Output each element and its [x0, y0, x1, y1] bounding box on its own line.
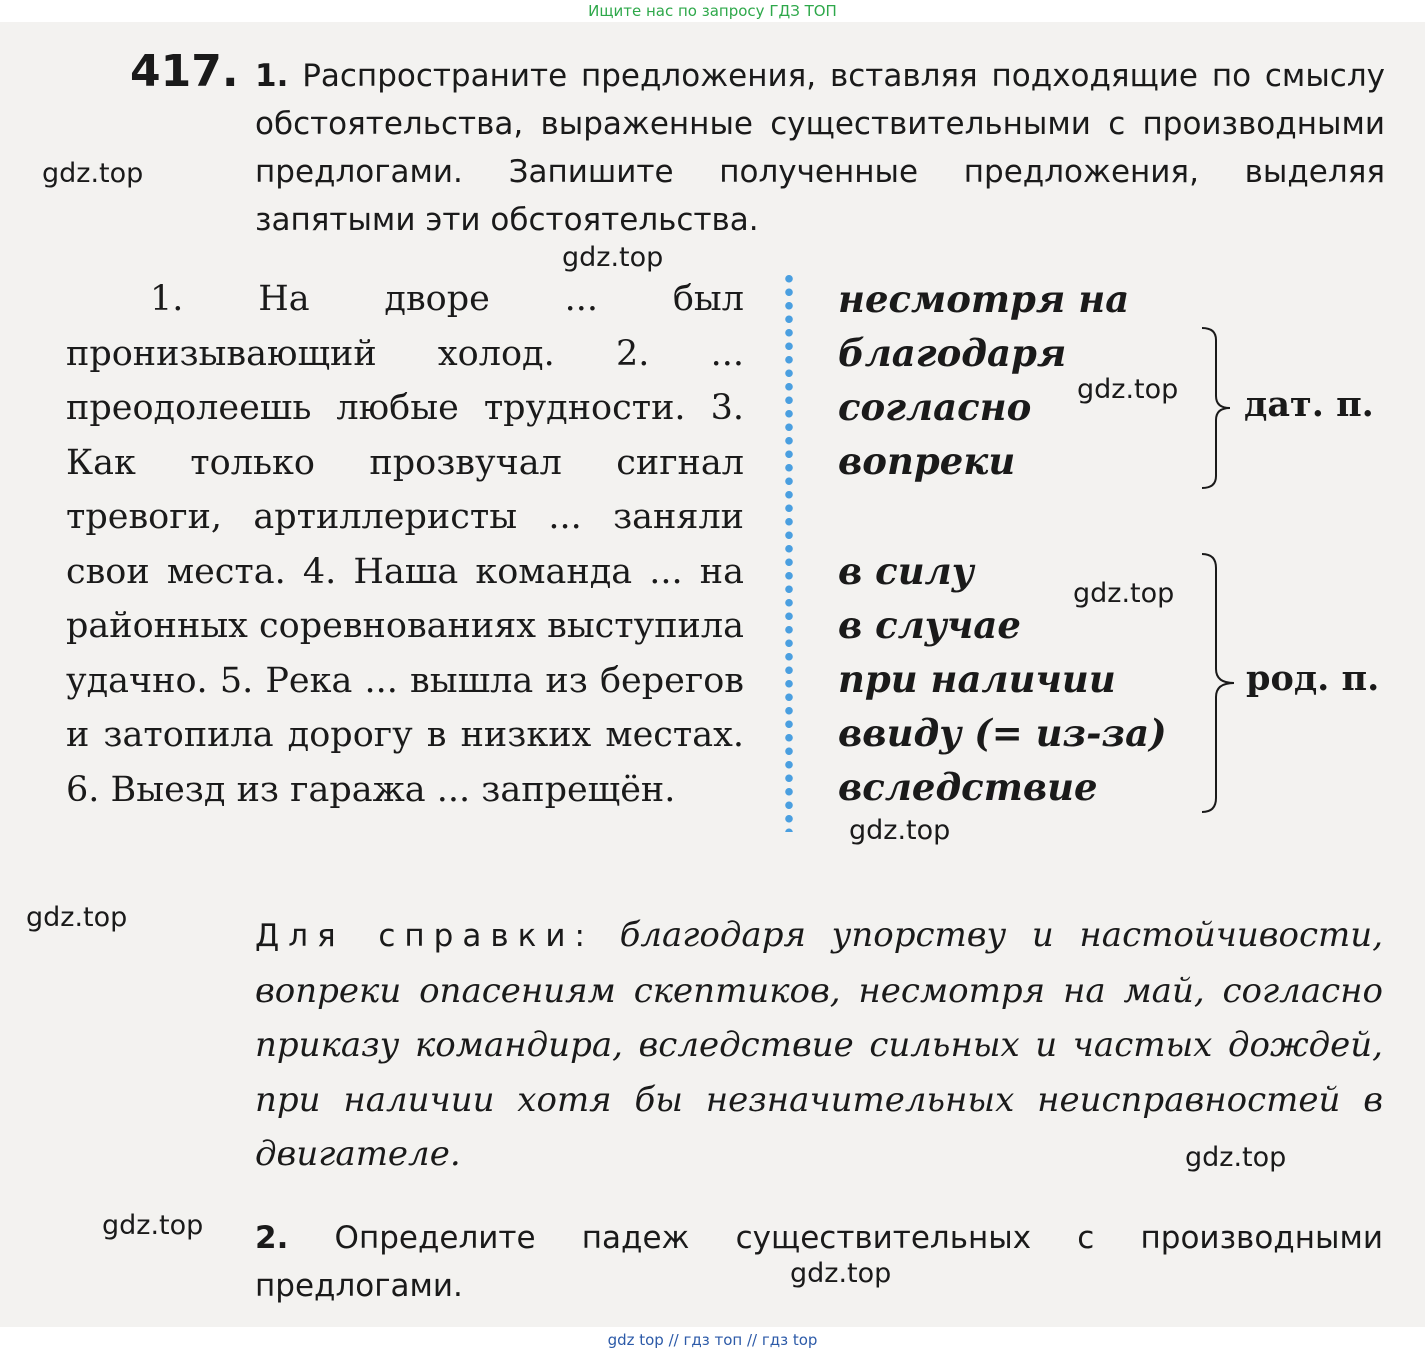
watermark: gdz.top [790, 1258, 892, 1289]
watermark: gdz.top [42, 158, 144, 189]
case-genitive-label: род. п. [1246, 658, 1380, 699]
preposition-genitive-4: ввиду (= из-за) [838, 711, 1167, 755]
reference-block [255, 908, 1383, 1182]
preposition-genitive-3: при наличии [838, 657, 1116, 701]
top-banner[interactable]: Ищите нас по запросу ГДЗ ТОП [0, 0, 1425, 22]
preposition-dative-3: согласно [838, 385, 1032, 429]
watermark: gdz.top [1073, 578, 1175, 609]
preposition-genitive-1: в силу [838, 549, 974, 593]
reference-text: благодаря упорству и настойчивости, вопреки опасениям скептиков, несмотря на май, согласно приказу командира, вследствие сильных и частых дождей, при наличии хотя бы незначительных неисправностей в двигателе. [255, 915, 1384, 1174]
watermark: gdz.top [562, 242, 664, 273]
bottom-banner[interactable]: gdz top // гдз топ // гдз top [0, 1327, 1425, 1353]
exercise-sentences: 1. На дворе ... был пронизывающий холод. 2. ... преодолеешь любые трудности. 3. Как только прозвучал сигнал тревоги, артиллеристы ... заняли свои места. 4. Наша команда ... на районных соревнованиях выступила удачно. 5. Река ... вышла из берегов и затопила дорогу в низких местах. 6. Выезд из гаража ... запрещён. [66, 279, 744, 810]
task-2-label: 2. [255, 1220, 289, 1256]
dotted-divider [784, 272, 794, 832]
watermark: gdz.top [26, 902, 128, 933]
task-1 [255, 52, 1385, 244]
task-1-text: Распространите предложения, вставляя подходящие по смыслу обстоятельства, выраженные существительными с производными предлогами. Запишите полученные предложения, выделяя запятыми эти обстоятельства. [255, 58, 1385, 238]
preposition-dative-1: несмотря на [838, 277, 1130, 321]
reference-label: Для справки: [255, 918, 594, 954]
watermark: gdz.top [102, 1210, 204, 1241]
exercise-number: 417. [130, 46, 239, 97]
brace-dative [1198, 326, 1238, 490]
task-2-text: Определите падеж существительных с производными предлогами. [255, 1220, 1383, 1304]
preposition-dative-2: благодаря [838, 331, 1067, 375]
watermark: gdz.top [1077, 374, 1179, 405]
watermark: gdz.top [1185, 1142, 1287, 1173]
brace-genitive [1198, 552, 1242, 814]
watermark: gdz.top [849, 815, 951, 846]
preposition-genitive-2: в случае [838, 603, 1021, 647]
case-dative-label: дат. п. [1244, 384, 1374, 425]
preposition-genitive-5: вследствие [838, 765, 1098, 809]
preposition-dative-4: вопреки [838, 439, 1016, 483]
task-1-label: 1. [255, 58, 289, 94]
